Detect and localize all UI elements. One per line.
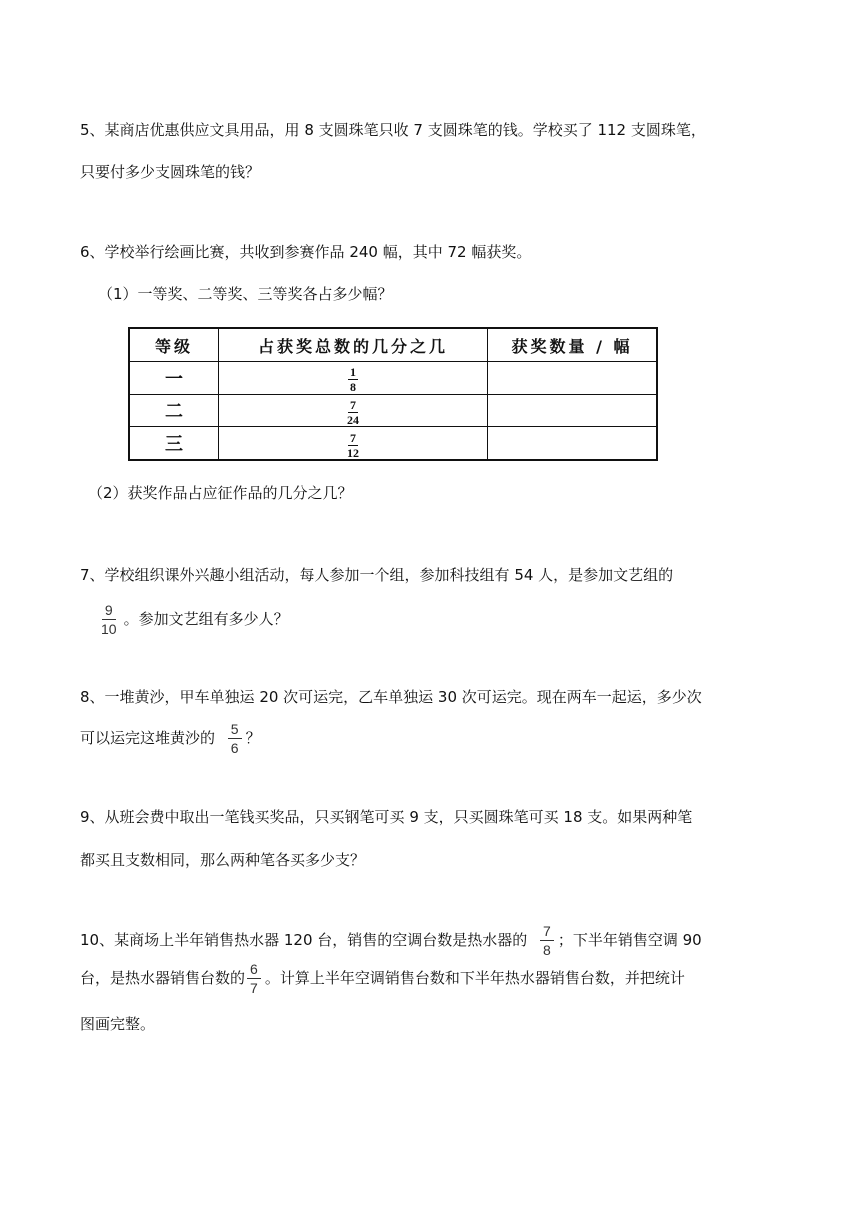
award-table — [128, 327, 658, 461]
fraction-numerator: 6 — [247, 962, 261, 979]
fraction-numerator: 5 — [228, 722, 242, 739]
fraction — [345, 399, 361, 426]
q5-line2: 只要付多少支圆珠笔的钱？ — [80, 163, 261, 181]
fraction-denominator: 8 — [543, 942, 551, 958]
fraction-denominator: 10 — [101, 621, 117, 637]
fraction-denominator: 12 — [347, 445, 359, 460]
q9-line2: 都买且支数相同，那么两种笔各买多少支？ — [80, 851, 366, 869]
q5-line1: 5、某商店优惠供应文具用品，用 8 支圆珠笔只收 7 支圆珠笔的钱。学校买了 112 支圆珠笔， — [80, 121, 706, 139]
table-row — [129, 427, 657, 460]
q10-line2-end: 。计算上半年空调销售台数和下半年热水器销售台数，并把统计 — [264, 969, 685, 987]
q10-line2-text: 台，是热水器销售台数的 — [80, 969, 246, 987]
award-table-header — [129, 328, 657, 362]
q10-line1 — [80, 922, 702, 958]
fraction — [345, 432, 361, 459]
q7-line2-text: 。参加文艺组有多少人？ — [123, 610, 289, 628]
header-count: 获奖数量 / 幅 — [488, 328, 658, 362]
q8-line2-text: 可以运完这堆黄沙的 — [80, 729, 216, 747]
q9-line1: 9、从班会费中取出一笔钱买奖品，只买钢笔可买 9 支，只买圆珠笔可买 18 支。如果两种笔 — [80, 808, 693, 826]
count-cell[interactable] — [488, 394, 658, 427]
q10-line1-end: ；下半年销售空调 90 — [557, 931, 702, 949]
header-fraction: 占获奖总数的几分之几 — [219, 328, 488, 362]
table-row — [129, 362, 657, 395]
q8-line2-end: ？ — [245, 729, 261, 747]
fraction-cell — [219, 427, 488, 460]
count-cell[interactable] — [488, 427, 658, 460]
q10-line2 — [80, 960, 685, 996]
table-row — [129, 394, 657, 427]
fraction-numerator: 7 — [540, 924, 554, 941]
header-grade: 等级 — [129, 328, 219, 362]
fraction-6-7 — [247, 962, 261, 995]
grade-cell: 三 — [129, 427, 219, 460]
q8-line1: 8、一堆黄沙，甲车单独运 20 次可运完，乙车单独运 30 次可运完。现在两车一起运，多少次 — [80, 688, 702, 706]
q7-line2 — [98, 601, 289, 637]
grade-cell: 一 — [129, 362, 219, 395]
fraction-numerator: 7 — [350, 397, 356, 412]
fraction-denominator: 7 — [250, 980, 258, 996]
fraction — [348, 366, 358, 393]
q10-line1-text: 10、某商场上半年销售热水器 120 台，销售的空调台数是热水器的 — [80, 931, 528, 949]
fraction-cell — [219, 394, 488, 427]
grade-cell: 二 — [129, 394, 219, 427]
q8-line2 — [80, 720, 261, 756]
q6-sub2: （2）获奖作品占应征作品的几分之几？ — [88, 484, 353, 502]
count-cell[interactable] — [488, 362, 658, 395]
fraction-denominator: 8 — [350, 380, 356, 395]
fraction-numerator: 1 — [350, 365, 356, 380]
q7-line1: 7、学校组织课外兴趣小组活动，每人参加一个组，参加科技组有 54 人，是参加文艺组的 — [80, 566, 674, 584]
fraction-7-8 — [540, 924, 554, 957]
fraction-denominator: 6 — [230, 740, 239, 756]
fraction-denominator: 24 — [347, 412, 359, 427]
q6-line1: 6、学校举行绘画比赛，共收到参赛作品 240 幅，其中 72 幅获奖。 — [80, 243, 532, 261]
fraction-9-10 — [98, 603, 120, 636]
fraction-5-6 — [228, 722, 242, 755]
q10-line3: 图画完整。 — [80, 1015, 156, 1033]
fraction-cell — [219, 362, 488, 395]
fraction-numerator: 7 — [350, 430, 356, 445]
q6-sub1: （1）一等奖、二等奖、三等奖各占多少幅？ — [98, 285, 393, 303]
fraction-numerator: 9 — [102, 603, 116, 620]
